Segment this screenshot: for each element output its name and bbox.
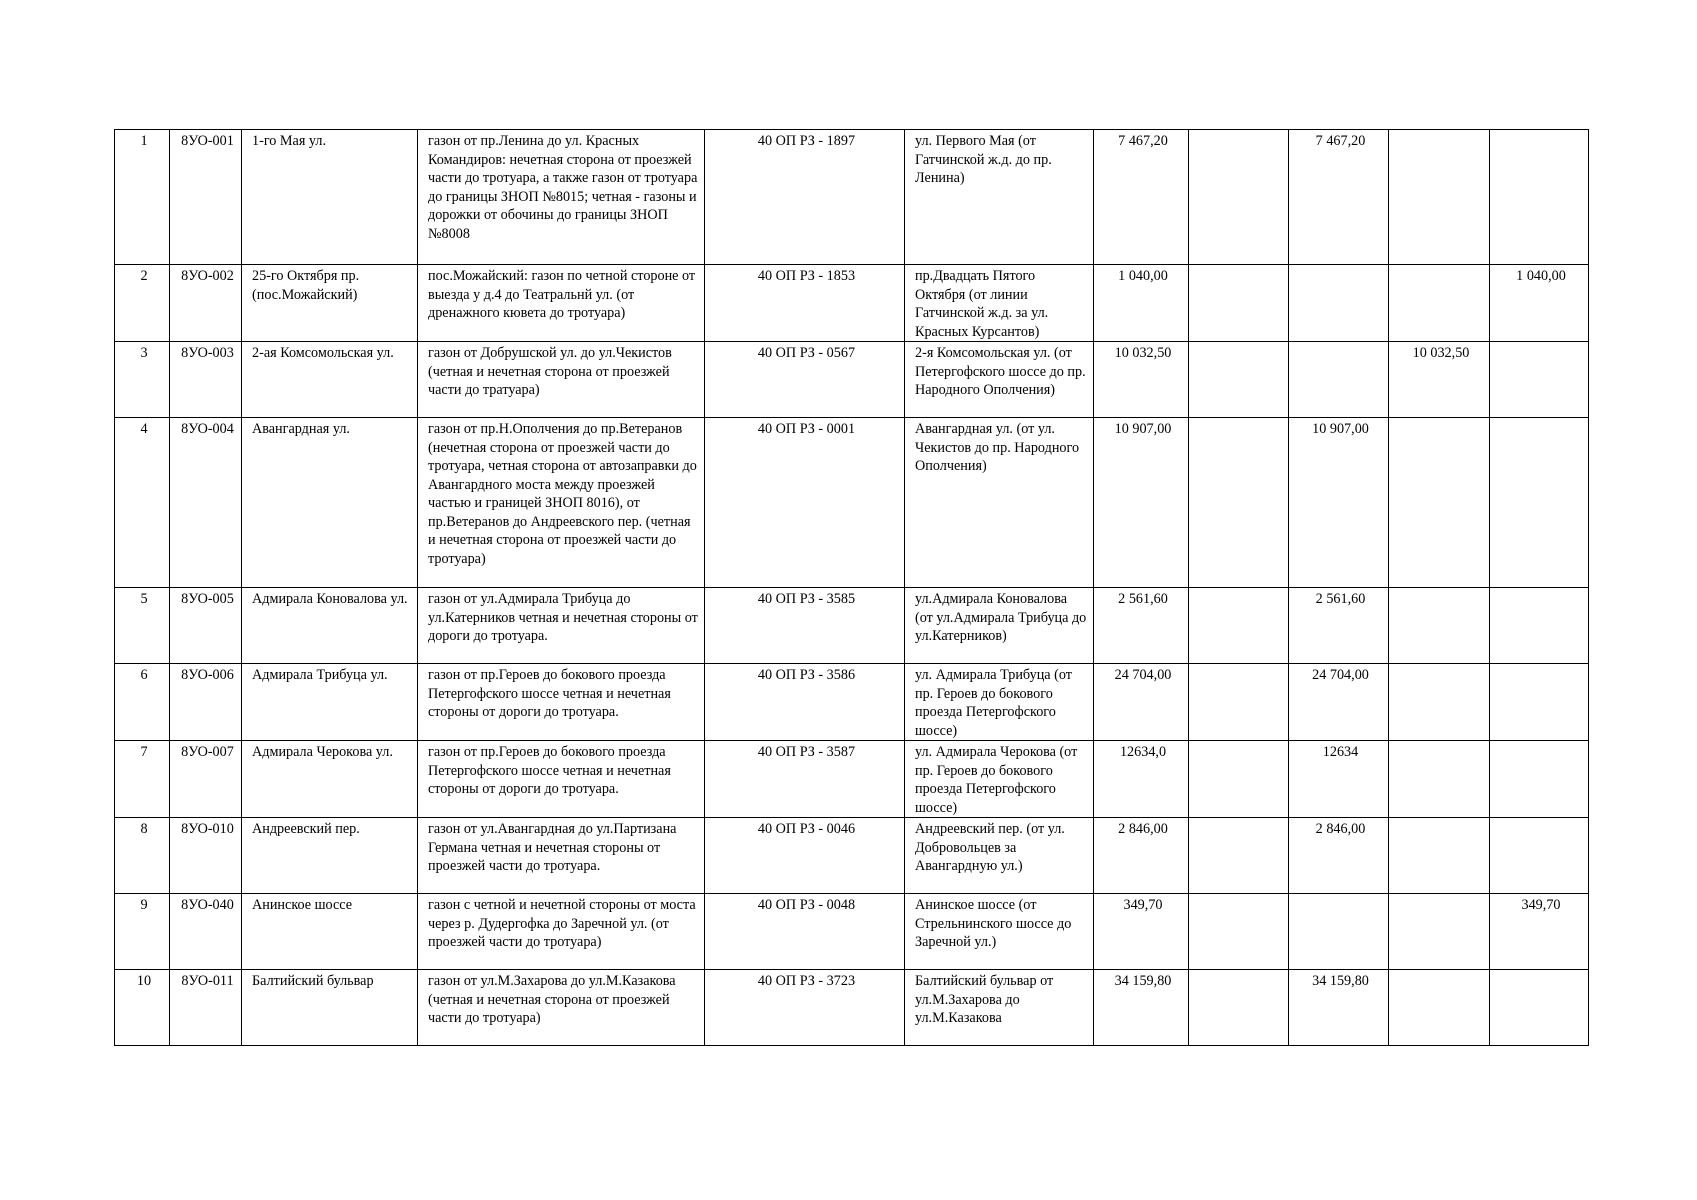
area-column-12: 1 040,00 [1490,265,1589,342]
area-column-9 [1189,418,1289,588]
area-column-11 [1389,970,1490,1046]
area-column-11: 10 032,50 [1389,342,1490,418]
area-column-11 [1389,418,1490,588]
total-area: 34 159,80 [1094,970,1189,1046]
area-column-12 [1490,741,1589,818]
area-column-12 [1490,970,1589,1046]
object-code: 8УО-007 [170,741,242,818]
table-row [115,818,1589,894]
row-number: 4 [115,418,170,588]
object-code: 8УО-005 [170,588,242,664]
object-description: газон от пр.Н.Ополчения до пр.Ветеранов (нечетная сторона от проезжей части до тротуара, четная сторона от автозаправки до Авангардного моста между проезжей частью и границей ЗНОП 8016), от пр.Ветеранов до Андреевского пер. (четная и нечетная сторона от проезжей части до тротуара) [418,418,705,588]
row-number: 9 [115,894,170,970]
road-name: Анинское шоссе (от Стрельнинского шоссе до Заречной ул.) [905,894,1094,970]
total-area: 10 907,00 [1094,418,1189,588]
green-zones-table [114,129,1589,1046]
road-name: Авангардная ул. (от ул. Чекистов до пр. Народного Ополчения) [905,418,1094,588]
area-column-9 [1189,130,1289,265]
table-row [115,265,1589,342]
object-description: газон от ул.М.Захарова до ул.М.Казакова (четная и нечетная сторона от проезжей части до тротуара) [418,970,705,1046]
area-column-11 [1389,664,1490,741]
area-column-12 [1490,588,1589,664]
area-column-10 [1289,342,1389,418]
object-name: 1-го Мая ул. [242,130,418,265]
object-code: 8УО-001 [170,130,242,265]
area-column-10: 24 704,00 [1289,664,1389,741]
object-code: 8УО-011 [170,970,242,1046]
area-column-10: 7 467,20 [1289,130,1389,265]
object-description: газон от пр.Ленина до ул. Красных Командиров: нечетная сторона от проезжей части до тротуара, а также газон от тротуара до границы ЗНОП №8015; четная - газоны и дорожки от обочины до границы ЗНОП №8008 [418,130,705,265]
road-reg-number: 40 ОП РЗ - 0046 [705,818,905,894]
object-description: газон от Добрушской ул. до ул.Чекистов (четная и нечетная сторона от проезжей части до тратуара) [418,342,705,418]
area-column-12 [1490,664,1589,741]
road-reg-number: 40 ОП РЗ - 0001 [705,418,905,588]
road-name: 2-я Комсомольская ул. (от Петергофского шоссе до пр. Народного Ополчения) [905,342,1094,418]
road-name: ул. Адмирала Черокова (от пр. Героев до бокового проезда Петергофского шоссе) [905,741,1094,818]
total-area: 24 704,00 [1094,664,1189,741]
total-area: 7 467,20 [1094,130,1189,265]
total-area: 2 561,60 [1094,588,1189,664]
total-area: 349,70 [1094,894,1189,970]
object-name: Авангардная ул. [242,418,418,588]
object-description: пос.Можайский: газон по четной стороне от выезда у д.4 до Театральнй ул. (от дренажного кювета до тротуара) [418,265,705,342]
area-column-11 [1389,265,1490,342]
area-column-9 [1189,664,1289,741]
row-number: 8 [115,818,170,894]
road-reg-number: 40 ОП РЗ - 1897 [705,130,905,265]
table-row [115,342,1589,418]
table-body [115,130,1589,1046]
object-description: газон от пр.Героев до бокового проезда Петергофского шоссе четная и нечетная стороны от дороги до тротуара. [418,664,705,741]
road-reg-number: 40 ОП РЗ - 3587 [705,741,905,818]
row-number: 3 [115,342,170,418]
object-code: 8УО-010 [170,818,242,894]
area-column-12 [1490,418,1589,588]
object-code: 8УО-040 [170,894,242,970]
area-column-9 [1189,342,1289,418]
object-description: газон от пр.Героев до бокового проезда Петергофского шоссе четная и нечетная стороны от дороги до тротуара. [418,741,705,818]
area-column-10: 2 561,60 [1289,588,1389,664]
row-number: 5 [115,588,170,664]
road-name: ул.Адмирала Коновалова (от ул.Адмирала Трибуца до ул.Катерников) [905,588,1094,664]
area-column-10: 12634 [1289,741,1389,818]
road-reg-number: 40 ОП РЗ - 0567 [705,342,905,418]
area-column-9 [1189,818,1289,894]
row-number: 1 [115,130,170,265]
table-row [115,588,1589,664]
object-name: 2-ая Комсомольская ул. [242,342,418,418]
total-area: 2 846,00 [1094,818,1189,894]
row-number: 2 [115,265,170,342]
area-column-12: 349,70 [1490,894,1589,970]
area-column-11 [1389,894,1490,970]
object-name: Андреевский пер. [242,818,418,894]
area-column-9 [1189,741,1289,818]
row-number: 7 [115,741,170,818]
area-column-10: 34 159,80 [1289,970,1389,1046]
total-area: 10 032,50 [1094,342,1189,418]
road-name: ул. Первого Мая (от Гатчинской ж.д. до пр. Ленина) [905,130,1094,265]
table-row [115,664,1589,741]
table-row [115,894,1589,970]
area-column-12 [1490,342,1589,418]
total-area: 12634,0 [1094,741,1189,818]
area-column-11 [1389,130,1490,265]
table-row [115,130,1589,265]
area-column-12 [1490,818,1589,894]
area-column-9 [1189,588,1289,664]
object-code: 8УО-002 [170,265,242,342]
area-column-11 [1389,741,1490,818]
object-code: 8УО-003 [170,342,242,418]
area-column-11 [1389,818,1490,894]
area-column-10 [1289,894,1389,970]
total-area: 1 040,00 [1094,265,1189,342]
object-name: Балтийский бульвар [242,970,418,1046]
area-column-9 [1189,970,1289,1046]
road-reg-number: 40 ОП РЗ - 3585 [705,588,905,664]
table-row [115,741,1589,818]
area-column-10 [1289,265,1389,342]
object-name: 25-го Октября пр. (пос.Можайский) [242,265,418,342]
object-name: Адмирала Трибуца ул. [242,664,418,741]
road-reg-number: 40 ОП РЗ - 3723 [705,970,905,1046]
area-column-10: 2 846,00 [1289,818,1389,894]
road-name: пр.Двадцать Пятого Октября (от линии Гатчинской ж.д. за ул. Красных Курсантов) [905,265,1094,342]
road-reg-number: 40 ОП РЗ - 1853 [705,265,905,342]
area-column-9 [1189,265,1289,342]
document-sheet [114,129,1588,1046]
object-code: 8УО-006 [170,664,242,741]
road-reg-number: 40 ОП РЗ - 3586 [705,664,905,741]
road-name: Балтийский бульвар от ул.М.Захарова до ул.М.Казакова [905,970,1094,1046]
object-description: газон с четной и нечетной стороны от моста через р. Дудергофка до Заречной ул. (от проезжей части до тротуара) [418,894,705,970]
object-name: Анинское шоссе [242,894,418,970]
road-reg-number: 40 ОП РЗ - 0048 [705,894,905,970]
row-number: 10 [115,970,170,1046]
object-name: Адмирала Коновалова ул. [242,588,418,664]
table-row [115,970,1589,1046]
road-name: Андреевский пер. (от ул. Добровольцев за Авангардную ул.) [905,818,1094,894]
area-column-10: 10 907,00 [1289,418,1389,588]
object-description: газон от ул.Адмирала Трибуца до ул.Катерников четная и нечетная стороны от дороги до тротуара. [418,588,705,664]
object-description: газон от ул.Авангардная до ул.Партизана Германа четная и нечетная стороны от проезжей части до тротуара. [418,818,705,894]
object-code: 8УО-004 [170,418,242,588]
area-column-11 [1389,588,1490,664]
area-column-9 [1189,894,1289,970]
object-name: Адмирала Черокова ул. [242,741,418,818]
area-column-12 [1490,130,1589,265]
row-number: 6 [115,664,170,741]
table-row [115,418,1589,588]
road-name: ул. Адмирала Трибуца (от пр. Героев до бокового проезда Петергофского шоссе) [905,664,1094,741]
